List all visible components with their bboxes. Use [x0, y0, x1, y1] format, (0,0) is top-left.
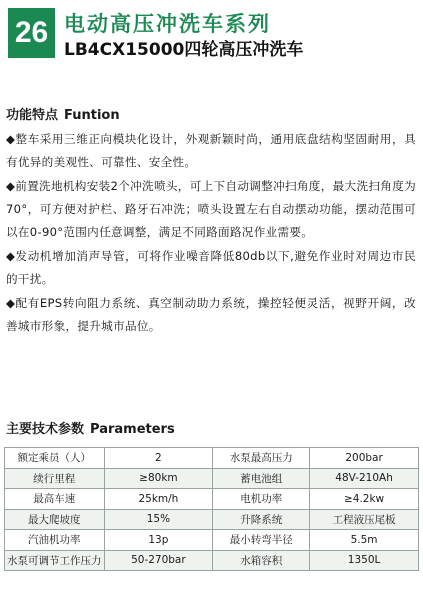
table-row: [5, 489, 419, 510]
param-label: 最小转弯半径: [213, 530, 310, 551]
parameters-heading: [6, 418, 175, 437]
features-heading: [6, 104, 120, 123]
param-label: 续行里程: [5, 468, 105, 489]
param-value: 13p: [104, 530, 213, 551]
param-value: 50-270bar: [104, 550, 213, 571]
feature-item: ◆发动机增加消声导管，可将作业噪音降低80db以下,避免作业时对周边市民的干扰。: [6, 249, 416, 286]
param-label: 电机功率: [213, 489, 310, 510]
param-label: 额定乘员（人）: [5, 448, 105, 469]
parameters-table: [4, 447, 419, 571]
feature-item: ◆整车采用三维正向模块化设计，外观新颖时尚，通用底盘结构坚固耐用，具有优异的美观性、可靠性、安全性。: [6, 132, 416, 169]
param-value: 2: [104, 448, 213, 469]
param-value: 5.5m: [310, 530, 419, 551]
param-value: ≥80km: [104, 468, 213, 489]
table-row: [5, 530, 419, 551]
param-value: ≥4.2kw: [310, 489, 419, 510]
product-title: LB4CX15000四轮高压冲洗车: [64, 40, 304, 60]
param-label: 升降系统: [213, 509, 310, 530]
features-heading-cn: 功能特点: [6, 108, 59, 123]
param-label: 水泵最高压力: [213, 448, 310, 469]
param-value: 48V-210Ah: [310, 468, 419, 489]
param-value: 25km/h: [104, 489, 213, 510]
param-label: 水箱容积: [213, 550, 310, 571]
parameters-heading-en: Parameters: [90, 422, 175, 437]
features-heading-en: Funtion: [64, 108, 120, 123]
table-row: [5, 468, 419, 489]
param-value: 1350L: [310, 550, 419, 571]
param-value: 工程液压尾板: [310, 509, 419, 530]
feature-item: ◆前置洗地机构安装2个冲洗喷头，可上下自动调整冲扫角度，最大洗扫角度为70°，可方便对护栏、路牙石冲洗；喷头设置左右自动摆动功能，摆动范围可以在0-90°范围内任意调整，满足不同路面路况作业需要。: [6, 179, 416, 239]
param-value: 200bar: [310, 448, 419, 469]
param-label: 蓄电池组: [213, 468, 310, 489]
feature-item: ◆配有EPS转向阻力系统、真空制动助力系统，操控轻便灵活，视野开阔，改善城市形象，提升城市品位。: [6, 296, 416, 333]
table-row: [5, 550, 419, 571]
table-row: [5, 448, 419, 469]
param-label: 最高车速: [5, 489, 105, 510]
table-row: [5, 509, 419, 530]
features-list: [6, 128, 416, 339]
parameters-heading-cn: 主要技术参数: [6, 422, 85, 437]
param-label: 汽油机功率: [5, 530, 105, 551]
param-value: 15%: [104, 509, 213, 530]
param-label: 水泵可调节工作压力: [5, 550, 105, 571]
page-header: [0, 0, 423, 62]
param-label: 最大爬坡度: [5, 509, 105, 530]
section-number-badge: 26: [8, 8, 55, 58]
series-title: 电动高压冲洗车系列: [64, 12, 271, 36]
